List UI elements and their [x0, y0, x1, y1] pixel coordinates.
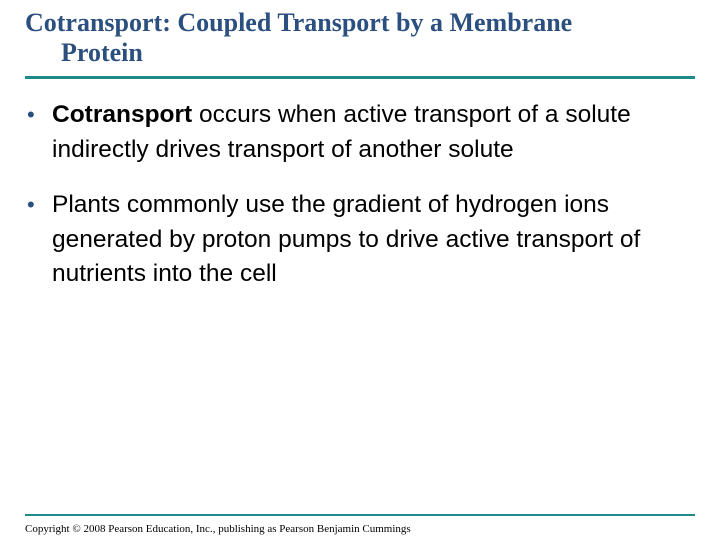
slide-title: [25, 8, 705, 68]
title-divider: [25, 76, 695, 79]
bullet-item-plants: [25, 188, 695, 292]
footer-divider: [25, 514, 695, 516]
bullet-list: [25, 98, 695, 292]
slide-title-line-2: Protein: [61, 38, 143, 67]
bullet-icon: •: [27, 192, 35, 217]
slide-title-line-1: Cotransport: Coupled Transport by a Membrane: [25, 8, 573, 37]
bullet-text: Plants commonly use the gradient of hydrogen ions generated by proton pumps to drive active transport of nutrients into the cell: [52, 191, 641, 287]
bullet-item-cotransport: [25, 98, 695, 167]
copyright-footer: Copyright © 2008 Pearson Education, Inc., publishing as Pearson Benjamin Cummings: [25, 523, 411, 535]
bullet-text: occurs when active transport of a solute indirectly drives transport of another solute: [52, 101, 631, 163]
bullet-icon: •: [27, 102, 35, 127]
bullet-term: Cotransport: [52, 101, 193, 128]
